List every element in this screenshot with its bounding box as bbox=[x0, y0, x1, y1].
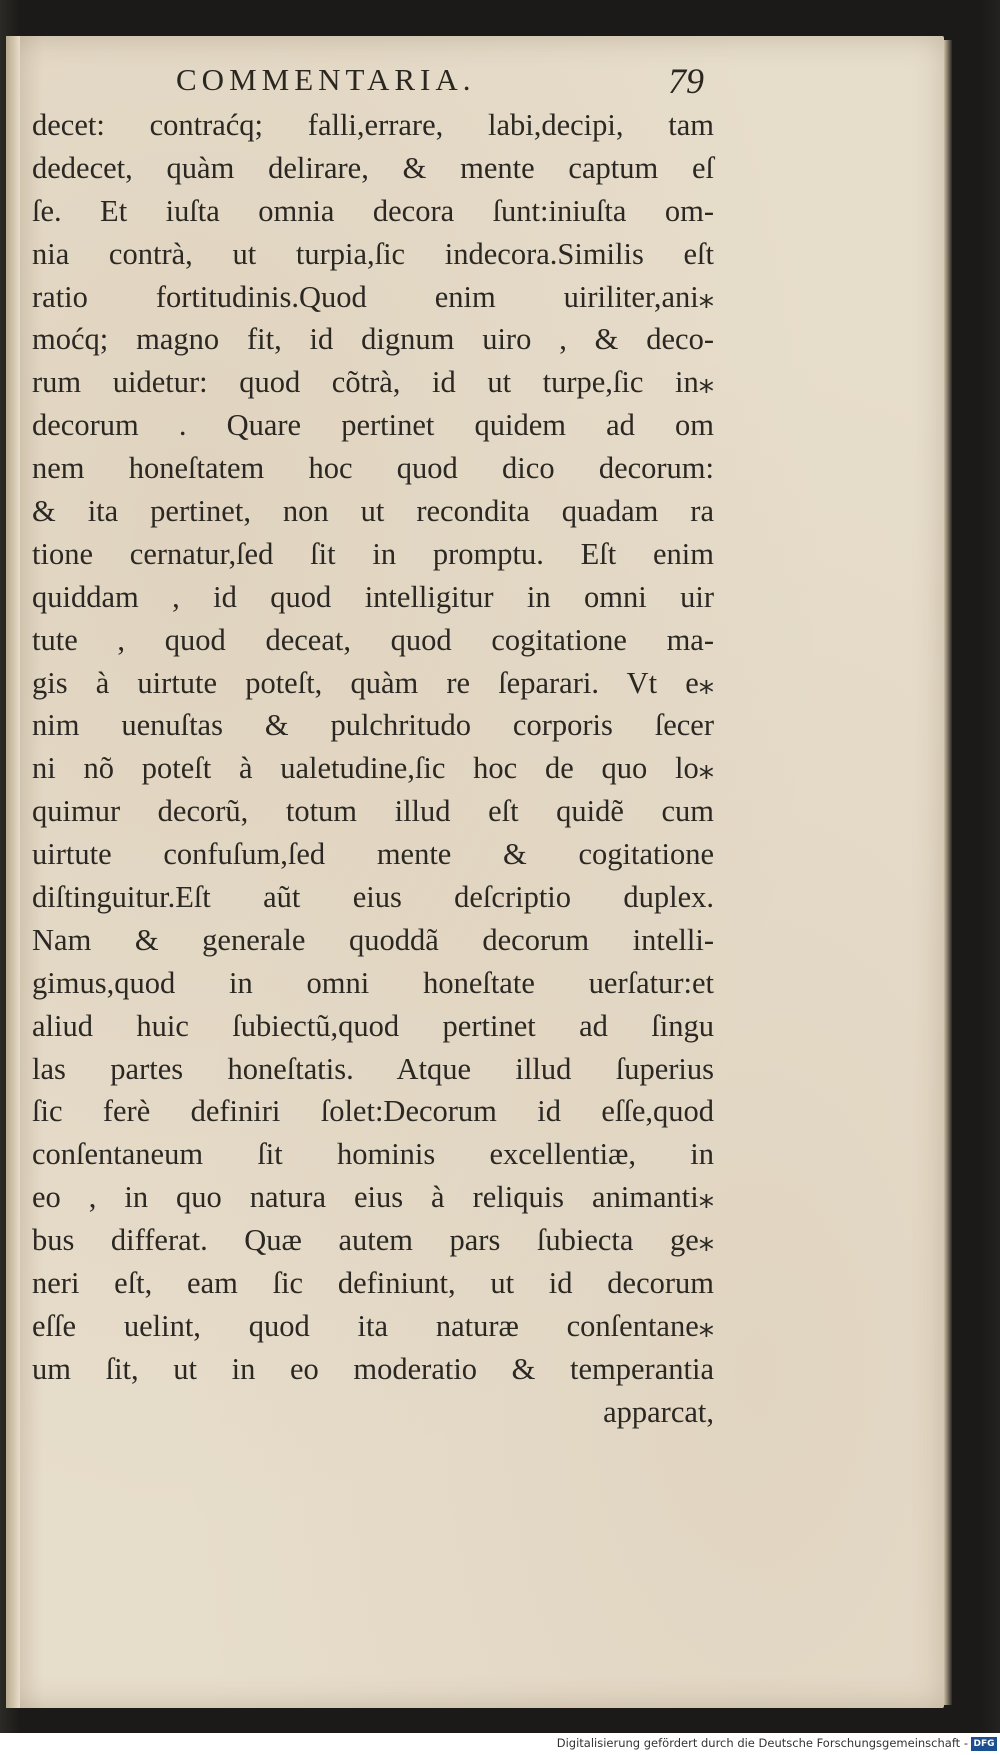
text-line: neri eſt, eam ſic definiunt, ut id decorum bbox=[32, 1266, 714, 1301]
text-line: diſtinguitur.Eſt aũt eius deſcriptio duplex. bbox=[32, 880, 714, 915]
text-line: quiddam , id quod intelligitur in omni uir bbox=[32, 579, 714, 614]
text-line: quimur decorũ, totum illud eſt quidẽ cum bbox=[32, 794, 714, 829]
text-line: gimus,quod in omni honeſtate uerſatur:et bbox=[32, 965, 714, 1000]
text-line: ſic ferè definiri ſolet:Decorum id eſſe,quod bbox=[32, 1094, 714, 1129]
text-line: decorum . Quare pertinet quidem ad om bbox=[32, 408, 714, 443]
text-line: eo , in quo natura eius à reliquis animanti⁎ bbox=[32, 1180, 714, 1215]
text-line: um ſit, ut in eo moderatio & temperantia bbox=[32, 1351, 714, 1386]
running-head: COMMENTARIA. bbox=[176, 62, 476, 97]
text-line: eſſe uelint, quod ita naturæ conſentane⁎ bbox=[32, 1308, 714, 1343]
book-page bbox=[6, 36, 944, 1708]
text-line: nia contrà, ut turpia,ſic indecora.Similis eſt bbox=[32, 236, 714, 271]
dfg-logo-icon: DFG bbox=[971, 1737, 997, 1751]
text-line: Nam & generale quoddã decorum intelli- bbox=[32, 922, 714, 957]
catchword: apparcat, bbox=[603, 1394, 714, 1429]
text-line: aliud huic ſubiectũ,quod pertinet ad ſingu bbox=[32, 1008, 714, 1043]
text-line: nim uenuſtas & pulchritudo corporis ſecer bbox=[32, 708, 714, 743]
text-line: tione cernatur,ſed ſit in promptu. Eſt enim bbox=[32, 536, 714, 571]
text-line: dedecet, quàm delirare, & mente captum eſ bbox=[32, 150, 714, 185]
funding-credit: Digitalisierung gefördert durch die Deutsche Forschungsgemeinschaft - bbox=[556, 1736, 968, 1750]
text-line: las partes honeſtatis. Atque illud ſuperius bbox=[32, 1051, 714, 1086]
page-number: 79 bbox=[668, 61, 704, 101]
page-edge-shadow bbox=[944, 40, 952, 1705]
text-line: ſe. Et iuſta omnia decora ſunt:iniuſta om- bbox=[32, 193, 714, 228]
text-line: tute , quod deceat, quod cogitatione ma- bbox=[32, 622, 714, 657]
text-line: uirtute confuſum,ſed mente & cogitatione bbox=[32, 837, 714, 872]
text-line: & ita pertinet, non ut recondita quadam ra bbox=[32, 494, 714, 529]
footer-bar bbox=[0, 1733, 1000, 1755]
text-line: bus differat. Quæ autem pars ſubiecta ge⁎ bbox=[32, 1223, 714, 1258]
page-header bbox=[6, 58, 944, 106]
text-line: ratio fortitudinis.Quod enim uiriliter,ani⁎ bbox=[32, 279, 714, 314]
text-line: nem honeſtatem hoc quod dico decorum: bbox=[32, 451, 714, 486]
text-line: rum uidetur: quod cõtrà, id ut turpe,ſic in⁎ bbox=[32, 365, 714, 400]
text-line: moćq; magno fit, id dignum uiro , & deco- bbox=[32, 322, 714, 357]
body-text bbox=[32, 104, 714, 1434]
text-line: decet: contraćq; falli,errare, labi,decipi, tam bbox=[32, 108, 714, 142]
page-gutter bbox=[6, 36, 20, 1708]
text-line: ni nõ poteſt à ualetudine,ſic hoc de quo lo⁎ bbox=[32, 751, 714, 786]
text-line: gis à uirtute poteſt, quàm re ſeparari. Vt e⁎ bbox=[32, 665, 714, 700]
text-line: conſentaneum ſit hominis excellentiæ, in bbox=[32, 1137, 714, 1172]
